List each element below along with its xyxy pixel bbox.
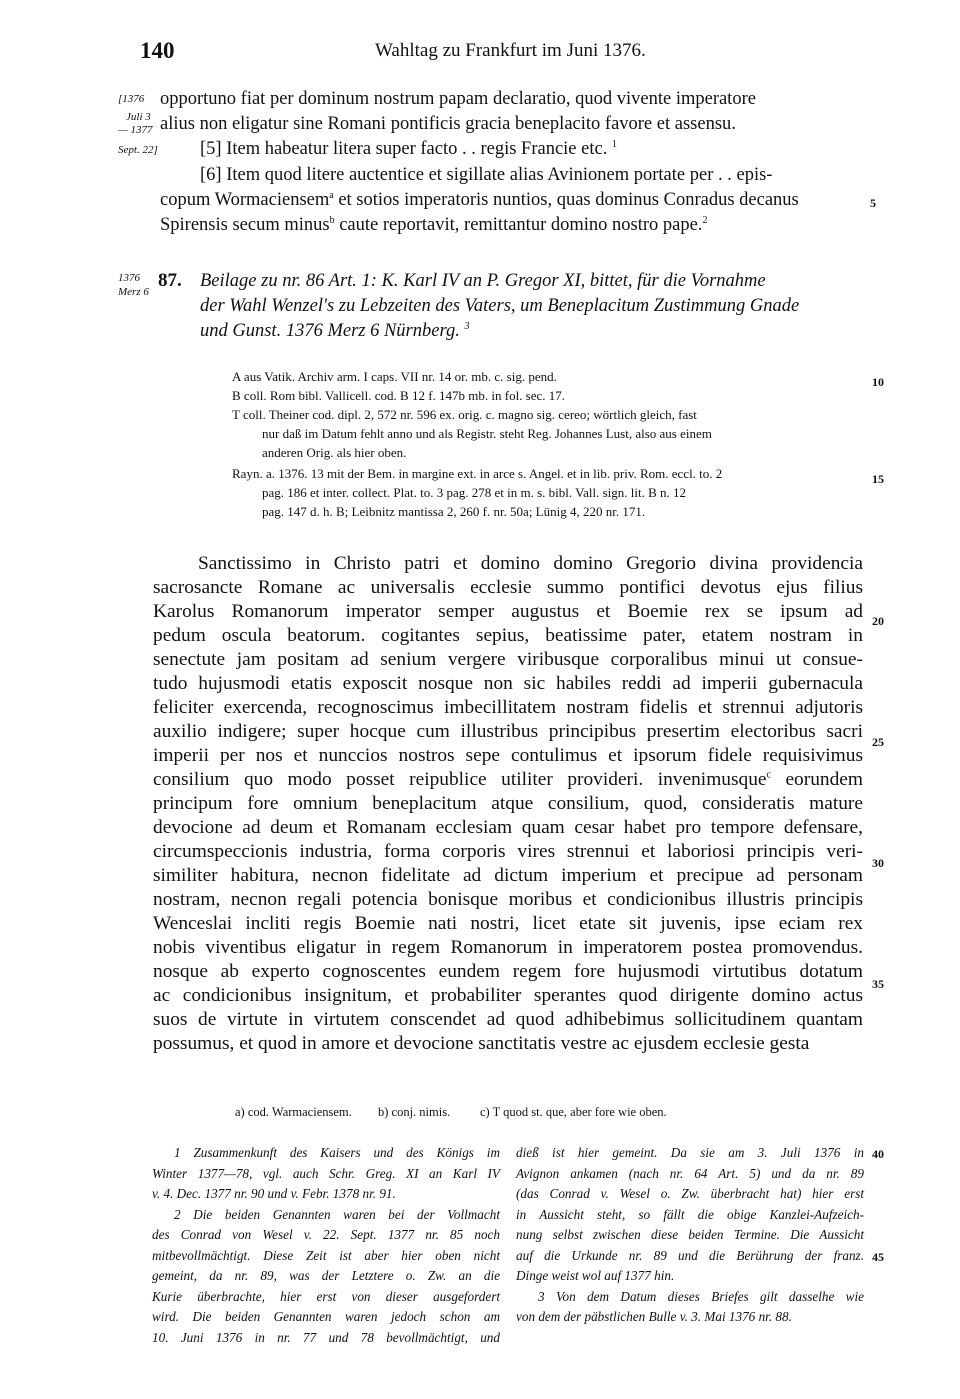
footnotes-right: dieß ist hier gemeint. Da sie am 3. Juli 1376 in Avignon ankamen (nach nr. 64 Art. 5) und da nr. 89 (das Conrad v. Wesel o. Zw. überbracht hat) hier erst in Aussicht steht, so fällt die obige Kanzlei-Aufzeich- nung selbst zwischen diese beiden Termine. Die Aussicht auf die Urkunde nr. 89 und die Berührung der franz. Dinge weist wol auf 1377 hin. 3 Von dem Datum dieses Briefes gilt dasselhe wie von dem der päbstlichen Bulle v. 3. Mai 1376 nr. 88.: [516, 1145, 864, 1324]
variant-note: c) T quod st. que, aber fore wie oben.: [480, 1105, 667, 1119]
line-number: 5: [870, 196, 876, 210]
text-line: opportuno fiat per dominum nostrum papam declaratio, quod vivente imperatore: [160, 89, 756, 109]
line-number: 45: [872, 1250, 884, 1264]
footnotes-left: 1 Zusammenkunft des Kaisers und des Königs im Winter 1377—78, vgl. auch Schr. Greg. XI an Karl IV v. 4. Dec. 1377 nr. 90 und v. Febr. 1378 nr. 91. 2 Die beiden Genannten waren bei der Vollmacht des Conrad von Wesel v. 22. Sept. 1377 nr. 85 noch mitbevollmächtigt. Diese Zeit ist aber hier oben nicht gemeint, da nr. 89, was der Letztere o. Zw. an die Kurie überbrachte, hier erst von dieser ausgefordert wird. Die beiden Genannten waren jedoch schon am 10. Juni 1376 in nr. 77 und 78 bevollmächtigt, und: [152, 1145, 500, 1345]
main-text: Sanctissimo in Christo patri et domino domino Gregorio divina providencia sacrosancte Romane ac universalis ecclesie summo pontifici devotus ejus filius Karolus Romanorum imperator semper augustus et Boemie rex se ipsum ad pedum oscula beatorum. cogitantes sepius, beatissime pater, etatem nostram in senectute jam positam ad senium vergere viribusque corporalibus minui ut consue- tudo hujusmodi etatis exposcit nosque non sic habiles reddi ad imperii gubernacula feliciter exercenda, recognoscimus imbecillitatem nostram fidelis et strennui adjutoris auxilio indigere; super hocque cum illustribus principibus presertim electoribus sacri imperii per nos et nunccios nostros sepe contulimus et ipsorum fidele requisivimus consilium quo modo posset reipublice utiliter provideri. invenimusque$^c$ eorundem principum fore omnium beneplacitum atque consilium, quod, consideratis mature devocione ad deum et Romanam ecclesiam quam cesar habet pro tempore defensare, circumspeccionis industria, forma corporis vires strennui et laboriosi principis veri- similiter habitura, necnon fidelitate ad dictum imperium et precipue ad personam nostram, necnon regali potencia bonisque moribus et condicionibus illustris principis Wenceslai incliti regis Boemie nati nostri, licet etate sit juvenis, ipse eciam rex nobis viventibus eligatur in regem Romanorum in imperatorem postea promovendus. nosque ab experto cognoscentes eundem regem fore hujusmodi virtutibus dotatum ac condicionibus insignitum, et probabiliter sperantes quod dirigente domino actus suos de virtute in virtutem conscendet ad quod adhibebimus sollicitudinem quantam possumus, et quod in amore et devocione sanctitatis vestre ac ejusdem ecclesie gesta: [153, 553, 863, 1054]
margin-date: Juli 3: [126, 111, 151, 123]
source-line: nur daß im Datum fehlt anno und als Registr. steht Reg. Johannes Lust, also aus einem: [262, 426, 712, 441]
document-title-3: und Gunst. 1376 Merz 6 Nürnberg. $^3$: [200, 320, 470, 341]
source-line: pag. 147 d. h. B; Leibnitz mantissa 2, 260 f. nr. 50a; Lünig 4, 220 nr. 171.: [262, 504, 646, 519]
line-number: 30: [872, 856, 884, 870]
source-line: pag. 186 et inter. collect. Plat. to. 3 pag. 278 et in m. s. bibl. Vall. sign. lit. B n. 12: [262, 485, 687, 500]
text-line: [6] Item quod litere auctentice et sigillate alias Avinionem portate per . . epis-: [200, 165, 773, 185]
text-line: [5] Item habeatur litera super facto . . regis Francie etc. $^1$: [200, 138, 617, 159]
variant-mark: a: [329, 189, 334, 201]
footnote-mark: 2: [702, 214, 708, 226]
source-line: anderen Orig. als hier oben.: [262, 445, 407, 460]
page-number: 140: [140, 38, 175, 63]
footnote-mark: 1: [611, 138, 617, 150]
text-line: copum Wormaciensem$^a$ et sotios imperatoris nuntios, quas dominus Conradus decanus: [160, 189, 799, 210]
source-line: B coll. Rom bibl. Vallicell. cod. B 12 f. 147b mb. in fol. sec. 17.: [232, 388, 566, 403]
source-line: Rayn. a. 1376. 13 mit der Bem. in margine ext. in arce s. Angel. et in lib. priv. Rom. eccl. to. 2: [232, 466, 723, 481]
margin-date: [1376: [118, 93, 145, 105]
line-number: 40: [872, 1147, 884, 1161]
variant-note: a) cod. Warmaciensem.: [235, 1105, 352, 1119]
doc-margin-date: 1376: [118, 272, 140, 284]
document-title-1: Beilage zu nr. 86 Art. 1: K. Karl IV an P. Gregor XI, bittet, für die Vornahme: [200, 271, 766, 291]
source-line: T coll. Theiner cod. dipl. 2, 572 nr. 596 ex. orig. c. magno sig. cereo; wörtlich gleich, fast: [232, 407, 697, 422]
line-number: 25: [872, 735, 884, 749]
variant-mark: c: [766, 769, 771, 781]
source-line: A aus Vatik. Archiv arm. I caps. VII nr. 14 or. mb. c. sig. pend.: [232, 369, 557, 384]
footnote-mark: 3: [464, 320, 470, 332]
document-title-2: der Wahl Wenzel's zu Lebzeiten des Vaters, um Beneplacitum Zustimmung Gnade: [200, 296, 800, 316]
line-number: 20: [872, 614, 884, 628]
text-line: Spirensis secum minus$^b$ caute reportavit, remittantur domino nostro pape.$^2$: [160, 214, 708, 235]
doc-margin-date: Merz 6: [118, 286, 149, 298]
text-line: alius non eligatur sine Romani pontificis gracia beneplacito favore et assensu.: [160, 114, 736, 134]
line-number: 10: [872, 375, 884, 389]
document-number: 87.: [158, 270, 182, 291]
variant-mark: b: [329, 214, 335, 226]
line-number: 35: [872, 977, 884, 991]
variant-note: b) conj. nimis.: [378, 1105, 451, 1119]
running-head: Wahltag zu Frankfurt im Juni 1376.: [375, 40, 646, 61]
margin-date: — 1377: [118, 124, 153, 136]
line-number: 15: [872, 472, 884, 486]
margin-date: Sept. 22]: [118, 144, 158, 156]
